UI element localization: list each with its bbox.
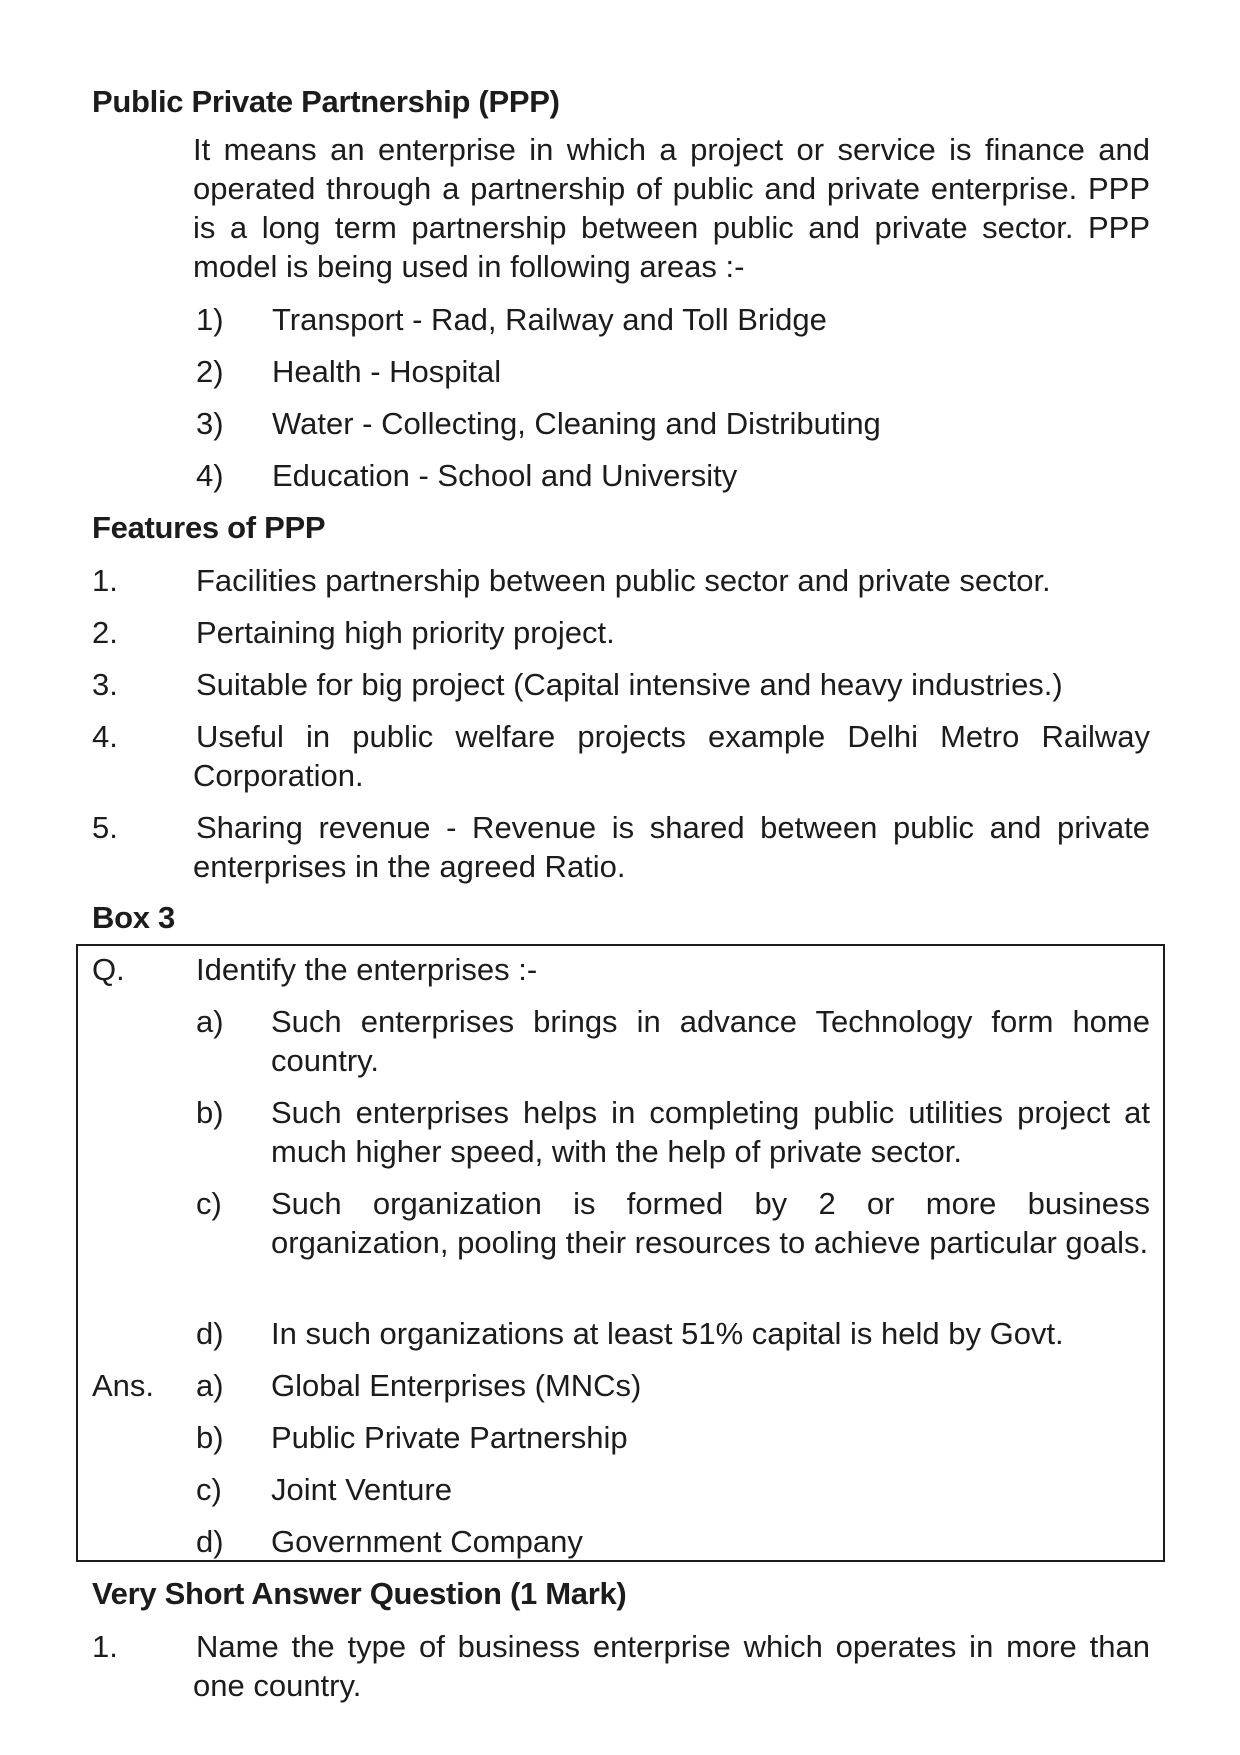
list-item-number: d) bbox=[196, 1316, 224, 1351]
list-item-number: a) bbox=[196, 1368, 224, 1403]
list-item-number: 1) bbox=[196, 302, 224, 337]
question-text: Identify the enterprises :- bbox=[196, 952, 538, 987]
list-item-text: Such enterprises brings in advance Technology form home country. bbox=[271, 1004, 1150, 1078]
ppp-intro: It means an enterprise in which a project or service is finance and operated through a partnership of public and private enterprise. PPP is a long term partnership between public and private sector. PPP model is being used in following areas :- bbox=[193, 132, 1150, 284]
vsaq-heading: Very Short Answer Question (1 Mark) bbox=[92, 1576, 627, 1611]
answer-label: Ans. bbox=[92, 1368, 155, 1403]
list-item-text: Useful in public welfare projects example Delhi Metro Railway Corporation. bbox=[193, 719, 1150, 793]
list-item-number: a) bbox=[196, 1004, 224, 1039]
list-item-number: 2) bbox=[196, 354, 224, 389]
list-item-text: Such enterprises helps in completing public utilities project at much higher speed, with the help of private sector. bbox=[271, 1095, 1150, 1169]
list-item-number: c) bbox=[196, 1472, 222, 1507]
list-item-text: Government Company bbox=[271, 1524, 583, 1559]
list-item-text: Public Private Partnership bbox=[271, 1420, 628, 1455]
list-item-text: In such organizations at least 51% capital is held by Govt. bbox=[271, 1316, 1064, 1351]
list-item-number: 1. bbox=[92, 1629, 118, 1664]
box-title: Box 3 bbox=[92, 900, 175, 935]
list-item-text: Pertaining high priority project. bbox=[196, 615, 615, 650]
list-item-text: Sharing revenue - Revenue is shared between public and private enterprises in the agreed Ratio. bbox=[193, 810, 1150, 884]
list-item-text: Joint Venture bbox=[271, 1472, 452, 1507]
list-item-text: Education - School and University bbox=[272, 458, 738, 493]
list-item-number: c) bbox=[196, 1186, 222, 1221]
list-item-text: Suitable for big project (Capital intensive and heavy industries.) bbox=[196, 667, 1063, 702]
list-item-number: 4) bbox=[196, 458, 224, 493]
list-item-number: 1. bbox=[92, 563, 118, 598]
features-heading: Features of PPP bbox=[92, 510, 326, 545]
list-item-number: 3) bbox=[196, 406, 224, 441]
ppp-heading: Public Private Partnership (PPP) bbox=[92, 84, 560, 119]
list-item-number: b) bbox=[196, 1095, 224, 1130]
list-item-number: 4. bbox=[92, 719, 118, 754]
list-item-text: Transport - Rad, Railway and Toll Bridge bbox=[272, 302, 827, 337]
list-item-text: Health - Hospital bbox=[272, 354, 502, 389]
list-item-text: Facilities partnership between public sector and private sector. bbox=[196, 563, 1051, 598]
list-item-text: Global Enterprises (MNCs) bbox=[271, 1368, 642, 1403]
list-item-number: 3. bbox=[92, 667, 118, 702]
list-item-number: 5. bbox=[92, 810, 118, 845]
list-item-number: d) bbox=[196, 1524, 224, 1559]
list-item-number: 2. bbox=[92, 615, 118, 650]
list-item-text: Such organization is formed by 2 or more business organization, pooling their resources to achieve particular goals. bbox=[271, 1186, 1150, 1260]
list-item-text: Name the type of business enterprise which operates in more than one country. bbox=[193, 1629, 1150, 1703]
list-item-text: Water - Collecting, Cleaning and Distributing bbox=[272, 406, 881, 441]
list-item-number: b) bbox=[196, 1420, 224, 1455]
question-label: Q. bbox=[92, 952, 125, 987]
